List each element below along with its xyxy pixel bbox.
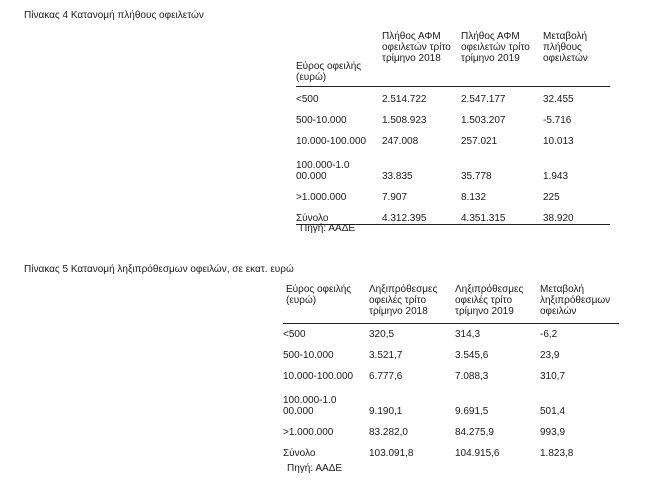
table-row: [283, 382, 619, 417]
table5-cell: 501,4: [540, 406, 566, 417]
table5-cell: 103.091,8: [369, 448, 414, 459]
table4-caption: Πίνακας 4 Κατανομή πλήθους οφειλετών: [24, 10, 204, 21]
table4-cell: 38.920: [543, 203, 610, 225]
table4-cell: Σύνολο: [296, 203, 382, 225]
table5-cell: 6.777,6: [369, 371, 403, 382]
table4-cell: >1.000.000: [296, 192, 347, 203]
table5-cell: 993,9: [540, 427, 566, 438]
table5-source: Πηγή: ΑΑΔΕ: [287, 463, 343, 474]
table5-header-change: Μεταβολή ληξιπρόθεσμων οφειλών: [540, 284, 619, 324]
table5-cell: 83.282,0: [369, 427, 408, 438]
table4-header-row: [296, 31, 610, 87]
table4-cell: 10.000-100.000: [296, 136, 367, 147]
table5-cell: 9.691,5: [455, 406, 489, 417]
table5-cell: <500: [283, 329, 306, 340]
table4-cell: 2.547.177: [461, 94, 506, 105]
table5-header-2019: Ληξιπρόθεσμες οφειλές τρίτο τρίμηνο 2019: [455, 284, 540, 324]
table4-header-2018: Πλήθος ΑΦΜ οφειλετών τρίτο τρίμηνο 2018: [382, 31, 461, 87]
table-row: [296, 203, 610, 225]
table5-cell: 320,5: [369, 329, 395, 340]
table5-header-2018: Ληξιπρόθεσμες οφειλές τρίτο τρίμηνο 2018: [369, 284, 455, 324]
table4-cell: 7.907: [382, 192, 408, 203]
table5: [283, 284, 619, 459]
table5-cell: 104.915,6: [455, 448, 500, 459]
table5-cell: >1.000.000: [283, 427, 334, 438]
table5-header-range: Εύρος οφειλής (ευρώ): [283, 284, 369, 324]
table5-cell: 9.190,1: [369, 406, 403, 417]
table5-cell: 314,3: [455, 329, 481, 340]
table5-caption: Πίνακας 5 Κατανομή ληξιπρόθεσμων οφειλών, σε εκατ. ευρώ: [24, 264, 294, 275]
table-row: [296, 182, 610, 203]
table5-cell: 23,9: [540, 350, 560, 361]
table5-cell: -6,2: [540, 329, 558, 340]
table4-source: Πηγή: ΑΑΔΕ: [300, 223, 356, 234]
table4-cell: -5.716: [543, 115, 572, 126]
table4-cell: 8.132: [461, 192, 487, 203]
table-row: [283, 361, 619, 382]
table4-cell: 500-10.000: [296, 115, 347, 126]
table5-cell: 1.823,8: [540, 448, 574, 459]
table5-cell: 7.088,3: [455, 371, 489, 382]
table-row: [296, 147, 610, 182]
table4-cell: 4.312.395: [382, 203, 461, 225]
table4-cell: 257.021: [461, 136, 498, 147]
table4-cell: 100.000-1.000.000: [296, 160, 350, 182]
table5-cell: 3.521,7: [369, 350, 403, 361]
table4-header-change: Μεταβολή πλήθους οφειλετών: [543, 31, 610, 87]
table5-cell: 500-10.000: [283, 350, 334, 361]
table-row: [283, 438, 619, 459]
table-row: [283, 340, 619, 361]
table4-cell: 225: [543, 192, 560, 203]
table4-header-2019: Πλήθος ΑΦΜ οφειλετών τρίτο τρίμηνο 2019: [461, 31, 543, 87]
table5-cell: 84.275,9: [455, 427, 494, 438]
table5-cell: Σύνολο: [283, 448, 316, 459]
table4-cell: 32.455: [543, 94, 574, 105]
table4-cell: 33.835: [382, 171, 413, 182]
table5-cell: 3.545,6: [455, 350, 489, 361]
table5-cell: 100.000-1.000.000: [283, 395, 337, 417]
table4-cell: 10.013: [543, 136, 574, 147]
table4-cell: 4.351.315: [461, 203, 543, 225]
table4-cell: 1.943: [543, 171, 569, 182]
table4-cell: 1.508.923: [382, 115, 427, 126]
table-row: [296, 105, 610, 126]
table4-cell: 2.514.722: [382, 94, 427, 105]
table-row: [283, 417, 619, 438]
table4: [296, 31, 610, 225]
table-row: [283, 324, 619, 341]
table5-header-row: [283, 284, 619, 324]
table4-header-range: Εύρος οφειλής (ευρώ): [296, 31, 382, 87]
table-row: [296, 87, 610, 106]
table-row: [296, 126, 610, 147]
table5-cell: 310,7: [540, 371, 566, 382]
table4-cell: 247.008: [382, 136, 419, 147]
table4-cell: 35.778: [461, 171, 492, 182]
table4-cell: <500: [296, 94, 319, 105]
table5-cell: 10.000-100.000: [283, 371, 354, 382]
table4-cell: 1.503.207: [461, 115, 506, 126]
